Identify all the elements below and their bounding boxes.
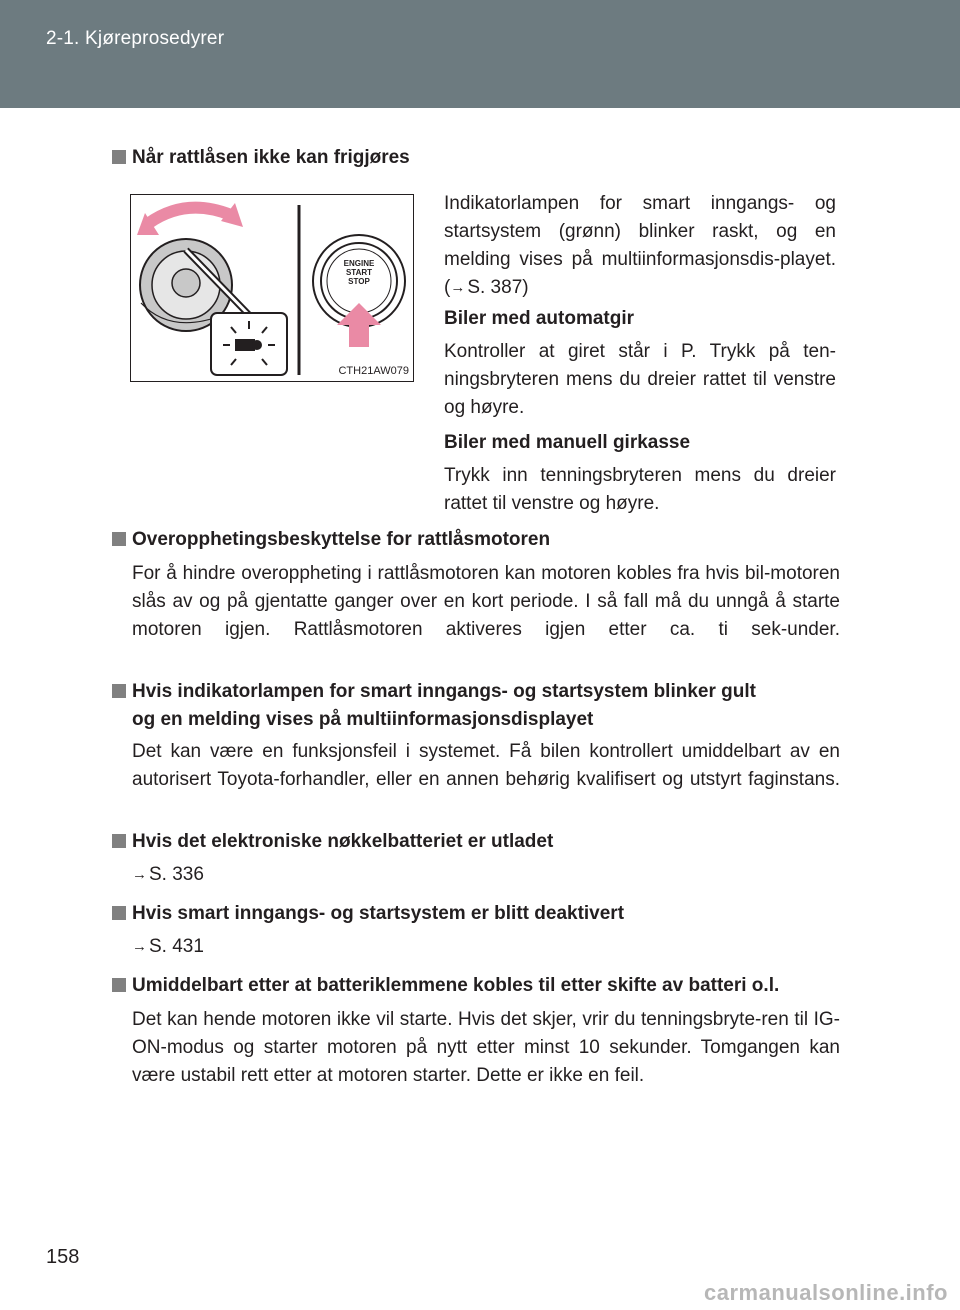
heading-steering-lock: Når rattlåsen ikke kan frigjøres bbox=[112, 146, 842, 170]
heading-system-deactivated: Hvis smart inngangs- og startsystem er blitt deaktivert bbox=[112, 902, 842, 926]
arrow-right-icon: → bbox=[450, 279, 466, 296]
arrow-right-icon: → bbox=[132, 866, 147, 883]
figure-code: CTH21AW079 bbox=[338, 365, 409, 377]
watermark: carmanualsonline.info bbox=[704, 1280, 948, 1305]
steering-lock-illustration bbox=[130, 194, 414, 382]
square-bullet-icon bbox=[112, 150, 126, 164]
manual-text: Trykk inn tenningsbryteren mens du dreier rattet til venstre og høyre. bbox=[444, 465, 836, 514]
heading-key-battery: Hvis det elektroniske nøkkelbatteriet er utladet bbox=[112, 830, 842, 854]
battery-terminals-text: Det kan hende motoren ikke vil starte. Hvis det skjer, vrir du tenningsbryte-ren til IG-ON-modus og starter motoren på nytt etter minst 10 sekunder. Tomgangen kan være ustabil rett etter at motoren starter. Dette er ikke en feil. bbox=[132, 1009, 840, 1086]
heading-battery-terminals: Umiddelbart etter at batteriklemmene kobles til etter skifte av batteri o.l. bbox=[112, 974, 842, 998]
subheading-automatic: Biler med automatgir bbox=[444, 308, 635, 329]
indicator-yellow-text: Det kan være en funksjonsfeil i systemet. Få bilen kontrollert umiddelbart av en autorisert Toyota-forhandler, eller en annen behørig kvalifisert og utstyrt faginstans. bbox=[132, 741, 840, 790]
overheating-text: For å hindre overoppheting i rattlåsmotoren kan motoren kobles fra hvis bil-motoren slås av og på gjentatte ganger over en kort periode. I så fall må du unngå å starte motoren igjen. Rattlåsmotoren aktiveres igjen etter ca. ti sek-under. bbox=[132, 563, 840, 640]
square-bullet-icon bbox=[112, 906, 126, 920]
page-number: 158 bbox=[46, 1246, 80, 1268]
square-bullet-icon bbox=[112, 532, 126, 546]
key-battery-reference[interactable]: → S. 336 bbox=[132, 864, 204, 885]
square-bullet-icon bbox=[112, 978, 126, 992]
system-deactivated-reference[interactable]: → S. 431 bbox=[132, 936, 204, 957]
square-bullet-icon bbox=[112, 834, 126, 848]
arrow-right-icon: → bbox=[132, 938, 147, 955]
section-title: 2-1. Kjøreprosedyrer bbox=[46, 28, 225, 49]
automatic-text: Kontroller at giret står i P. Trykk på ten-ningsbryteren mens du dreier rattet til venstre og høyre. bbox=[444, 341, 836, 418]
heading-indicator-yellow: Hvis indikatorlampen for smart inngangs- og startsystem blinker gult og en melding vises på multiinformasjonsdisplayet bbox=[112, 678, 842, 734]
heading-overheating: Overopphetingsbeskyttelse for rattlåsmotoren bbox=[112, 528, 842, 552]
subheading-manual: Biler med manuell girkasse bbox=[444, 432, 691, 453]
square-bullet-icon bbox=[112, 684, 126, 698]
indicator-description: Indikatorlampen for smart inngangs- og startsystem (grønn) blinker raskt, og en melding vises på multiinformasjonsdis-playet. (→ S. 387) bbox=[444, 193, 836, 298]
engine-start-stop-button-label: ENGINE START STOP bbox=[343, 259, 375, 286]
steering-wheel-icon bbox=[131, 195, 413, 381]
page-header bbox=[0, 0, 960, 108]
